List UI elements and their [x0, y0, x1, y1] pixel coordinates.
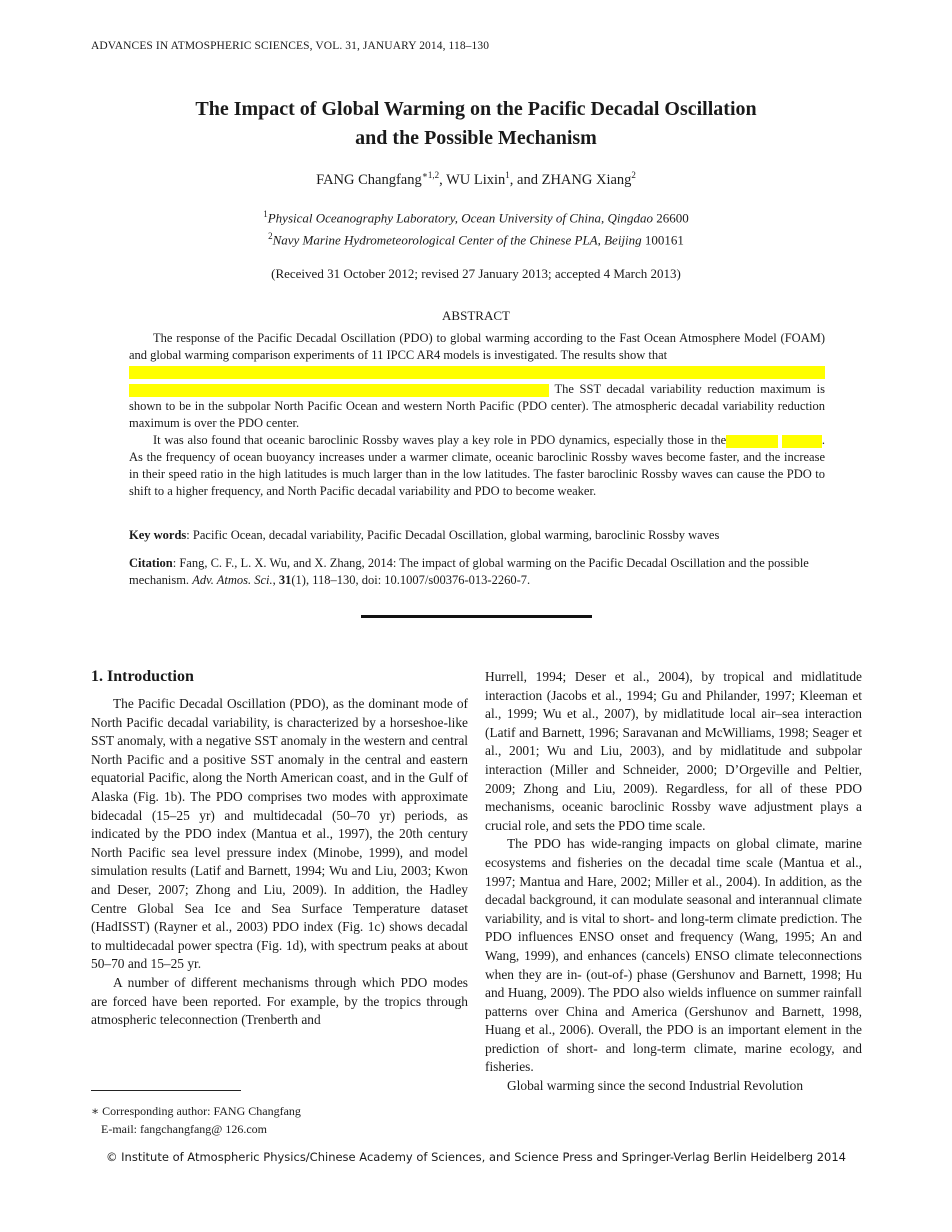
citation-label: Citation: [129, 556, 173, 570]
affiliation-1: [0, 205, 952, 227]
keywords-text: : Pacific Ocean, decadal variability, Pacific Decadal Oscillation, global warming, baroclinic Rossby waves: [186, 528, 720, 542]
keywords: [129, 528, 825, 543]
footnote-divider: [91, 1090, 241, 1091]
highlight-redaction-4: [782, 435, 822, 448]
right-column: [485, 668, 862, 1096]
intro-paragraph-5: Global warming since the second Industrial Revolution: [507, 1078, 804, 1094]
intro-paragraph-4: The PDO has wide-ranging impacts on global climate, marine ecosystems and fisheries on the decadal time scale (Mantua et al., 1997; Mantua and Hare, 2002; Miller et al., 2004). In addition, as the decadal background, it can modulate seasonal and interannual climate variability, and is vital to short- and long-term climate prediction. The PDO influences ENSO onset and frequency (Wang, 1995; An and Wang, 1999), and enhances (cancels) ENSO climate teleconnections when they are in- (out-of-) phase (Gershunov and Barnett, 1998; Hu and Huang, 2009). The PDO also wields influence on summer rainfall patterns over China and America (Gershunov and Barnett, 1998, Huang et al., 2006). Overall, the PDO is an important element in the prediction of short- and long-term climate, marine ecology, and fisheries.: [485, 836, 862, 1075]
footnote-author: ∗ Corresponding author: FANG Changfang: [91, 1104, 301, 1118]
affiliation-1-code: 26600: [653, 210, 689, 226]
highlight-redaction-3: [726, 435, 778, 448]
citation-text: : Fang, C. F., L. X. Wu, and X. Zhang, 2014: The impact of global warming on the Pacific Decadal Oscillation and the possible mechanism.: [129, 556, 809, 587]
received-dates: (Received 31 October 2012; revised 27 January 2013; accepted 4 March 2013): [271, 266, 681, 281]
affiliation-1-num: 1: [263, 209, 268, 219]
author-3: , and ZHANG Xiang: [509, 171, 632, 188]
section-heading: 1. Introduction: [91, 668, 194, 685]
abstract-p1-end: The SST decadal variability reduction maximum is shown to be in the subpolar North Pacific Ocean and western North Pacific (PDO center). The atmospheric decadal variability reduction maximum is over the PDO center.: [129, 382, 825, 430]
abstract-paragraph-1: [129, 330, 825, 432]
highlight-redaction-1: [129, 366, 825, 379]
title-line-1: The Impact of Global Warming on the Pacific Decadal Oscillation: [195, 98, 757, 120]
highlight-redaction-2: [129, 384, 549, 397]
affiliation-1-text: Physical Oceanography Laboratory, Ocean University of China, Qingdao: [267, 210, 653, 226]
running-head: ADVANCES IN ATMOSPHERIC SCIENCES, VOL. 31, JANUARY 2014, 118–130: [91, 40, 490, 52]
paper-title: [0, 95, 952, 153]
author-3-affil: 2: [631, 170, 636, 180]
abstract-p1-start: The response of the Pacific Decadal Oscillation (PDO) to global warming according to the Fast Ocean Atmosphere Model (FOAM) and global warming comparison experiments of 11 IPCC AR4 models is investigated. The results show that: [129, 331, 825, 362]
author-1-affil: ∗1,2: [421, 170, 440, 180]
title-line-2: and the Possible Mechanism: [355, 127, 597, 149]
affiliations: [0, 205, 952, 250]
abstract-p2-end: . As the frequency of ocean buoyancy increases under a warmer climate, oceanic baroclinic Rossby waves become faster, and the increase in their speed ratio in the high latitudes is much larger than in the low latitudes. The faster baroclinic Rossby waves can cause the PDO to shift to a higher frequency, and North Pacific decadal variability and PDO to become weaker.: [129, 433, 826, 498]
citation: Citation: Fang, C. F., L. X. Wu, and X. Zhang, 2014: The impact of global warming on the Pacific Decadal Oscillation and the possible mechanism. Adv. Atmos. Sci., 31(1), 118–130, doi: 10.1007/s00376-013-2260-7.: [129, 556, 809, 587]
footnote-email: E-mail: fangchangfang@ 126.com: [101, 1122, 267, 1136]
affiliation-2-code: 100161: [641, 232, 684, 248]
abstract-paragraph-2: [129, 432, 825, 500]
keywords-label: Key words: [129, 528, 187, 542]
author-2-affil: 1: [505, 170, 510, 180]
citation-journal: Adv. Atmos. Sci.: [192, 573, 273, 587]
copyright-footer: © Institute of Atmospheric Physics/Chinese Academy of Sciences, and Science Press and Springer-Verlag Berlin Heidelberg 2014: [106, 1150, 846, 1164]
author-list: [0, 170, 952, 189]
left-column: [91, 695, 468, 1030]
affiliation-2-text: Navy Marine Hydrometeorological Center of the Chinese PLA, Beijing: [272, 232, 642, 248]
author-2: , WU Lixin: [439, 171, 506, 188]
intro-paragraph-2: A number of different mechanisms through which PDO modes are forced have been reported. For example, by the tropics through atmospheric teleconnection (Trenberth and: [91, 974, 468, 1028]
section-divider: [361, 615, 592, 618]
abstract-p2-start: It was also found that oceanic baroclinic Rossby waves play a key role in PDO dynamics, especially those in the: [153, 433, 727, 447]
abstract-body: [129, 330, 825, 500]
affiliation-2: [0, 227, 952, 249]
footnote: [91, 1102, 301, 1138]
author-1: FANG Changfang: [316, 171, 422, 188]
intro-paragraph-3: Hurrell, 1994; Deser et al., 2004), by tropical and midlatitude interaction (Jacobs et al., 1994; Gu and Philander, 1997; Kleeman et al., 1999; Wu et al., 2007), by midlatitude local air–sea interaction (Latif and Barnett, 1996; Saravanan and McWilliams, 1998; Seager et al., 2001; Wu and Liu, 2003), and by midlatitude and subpolar interaction (Miller and Schneider, 2000; D’Orgeville and Peltier, 2009; Zhong and Liu, 2009). Regardless, for all of these PDO mechanisms, oceanic baroclinic Rossby wave adjustment plays a crucial role, and sets the PDO time scale.: [485, 669, 862, 833]
citation-rest: (1), 118–130, doi: 10.1007/s00376-013-2260-7.: [291, 573, 531, 587]
affiliation-2-num: 2: [268, 231, 273, 242]
intro-paragraph-1: The Pacific Decadal Oscillation (PDO), as the dominant mode of North Pacific decadal variability, is characterized by a horseshoe-like SST anomaly, with a negative SST anomaly in the western and central North Pacific and a positive SST anomaly in the central and eastern equatorial Pacific, along the North American coast, and in the Gulf of Alaska (Fig. 1b). The PDO comprises two modes with approximate bidecadal (15–25 yr) and multidecadal (50–70 yr) periods, as indicated by the PDO index (Mantua et al., 1997), the 20th century North Pacific sea level pressure index (Minobe, 1999), and model simulation results (Latif and Barnett, 1994; Wu and Liu, 2003; Kwon and Deser, 2007; Zhong and Liu, 2009). In addition, the Hadley Centre Global Sea Ice and Sea Surface Temperature dataset (HadISST) (Rayner et al., 2003) PDO index (Fig. 1c) shows decadal to multidecadal power spectra (Fig. 1d), with spectrum peaks at about 50–70 and 15–25 yr.: [91, 696, 468, 972]
abstract-heading: ABSTRACT: [442, 308, 510, 323]
citation-volume: 31: [278, 573, 292, 587]
